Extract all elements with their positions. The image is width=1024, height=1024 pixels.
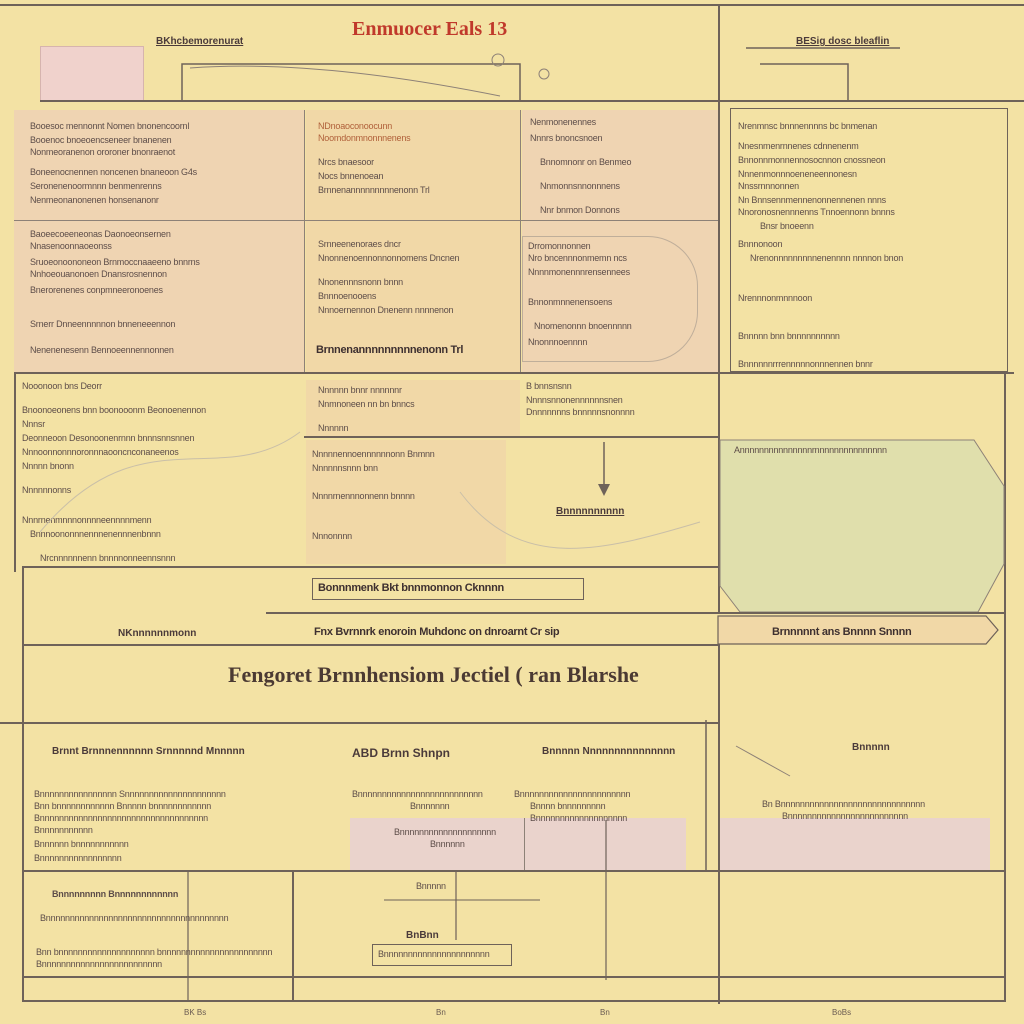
- row2-col3-line: B bnnsnsnn: [526, 381, 572, 391]
- bottom-grid-col1: [292, 870, 294, 1000]
- col1b-line: Srnerr Dnneennnnnon bnneneeennon: [30, 319, 176, 329]
- tick-label: BK Bs: [184, 1008, 207, 1017]
- col3b-line: Drromonnonnen: [528, 241, 591, 251]
- lower-col1-line: Bnnnnnnnnnnnnnnnn Snnnnnnnnnnnnnnnnnnnnn: [34, 789, 226, 799]
- col4-line: Bnnonnmonnennosocnnon cnossneon: [738, 155, 886, 165]
- col2-line: Nrcs bnaesoor: [318, 157, 374, 167]
- row2-col2-line: Nnnnnennoennnnnnonn Bnmnn: [312, 449, 435, 459]
- col3b-line: Nnnnmonennnrensennees: [528, 267, 630, 277]
- lower-col2-line: Bnnnnnnn: [410, 801, 450, 811]
- lower-col1-line: Bnnnnnnnnnnnnnnnnnnnnnnnnnnnnnnnnnnn: [34, 813, 208, 823]
- lower-col2-line: Bnnnnnn: [430, 839, 465, 849]
- lower-col2-line: Bnnnnnnnnnnnnnnnnnnnn: [394, 827, 496, 837]
- col2-footer: Brnnenannnnnnnnnenonn Trl: [316, 344, 464, 356]
- col1b-line: Nnhoeouanonoen Dnansrosnennon: [30, 269, 167, 279]
- col2b-line: Nnonennnsnonn bnnn: [318, 277, 403, 287]
- col2b-line: Nnonnenoennonnonnomens Dncnen: [318, 253, 460, 263]
- tick-label: BoBs: [832, 1008, 852, 1017]
- lower-col2-line: Bnnnnnnnnnnnnnnnnnnnnnnnnnn: [352, 789, 483, 799]
- row2-col1-line: Nnnrnenmnnnonnnneennnnmenn: [22, 515, 152, 525]
- col1-line: Booesoc mennonnt Nomen bnonencoornl: [30, 121, 190, 131]
- col2-line: Nocs bnnenoean: [318, 171, 384, 181]
- ribbon-label: Fnx Bvrnnrk enoroin Muhdonc on dnroarnt Cr sip: [314, 626, 560, 638]
- row2-col1-line: Bnoonoeonens bnn boonooonm Beonoenennon: [22, 405, 206, 415]
- col4-line: Bnsr bnoeenn: [760, 221, 814, 231]
- lower-col1-line: Bnnnnnn bnnnnnnnnnnn: [34, 839, 129, 849]
- lower-col1-line: Bnn bnnnnnnnnnnnn Bnnnnn bnnnnnnnnnnnn: [34, 801, 212, 811]
- lower-heading-1: Brnnt Brnnnennnnnn Srnnnnnd Mnnnnn: [52, 746, 245, 757]
- decision-label: Bnnnnnnnnnn: [556, 506, 625, 517]
- col1b-line: Sruoeonoononeon Brnmoccnaaeeno bnnrns: [30, 257, 200, 267]
- row2-col2-line: Nnnnnn bnnr nnnnnnr: [318, 385, 402, 395]
- diagram-title: Enmuocer Eals 13: [352, 18, 508, 40]
- row2-col2-line: Nnnonnnn: [312, 531, 352, 541]
- lower-col1-line: Bnnnnnnnnnnn: [34, 825, 93, 835]
- row2-col1-line: Nrcnnnnnnenn bnnnnonneennsnnn: [40, 553, 176, 563]
- row2-col1-line: Nnnnn bnonn: [22, 461, 74, 471]
- col1-line: Nonmeoranenon ororoner bnonraenot: [30, 147, 176, 157]
- bottom-left-line: Bnnnnnnnnnnnnnnnnnnnnnnnnn: [36, 959, 162, 969]
- col3-line: Bnnomnonr on Benmeo: [540, 157, 632, 167]
- row2-col1-line: Bnnnoononnnennnenennnenbnnn: [30, 529, 161, 539]
- row2-col3-line: Nnnnsnnonennnnnnsnen: [526, 395, 623, 405]
- lower-col3-line: Bnnnnnnnnnnnnnnnnnnn: [530, 813, 628, 823]
- col3b-line: Bnnonmnnenensoens: [528, 297, 613, 307]
- col4-line: Bnnnnnnrrrennnnnonnnennen bnnr: [738, 359, 873, 369]
- row2-col2-line: Nnnnnn: [318, 423, 349, 433]
- row2-col1-line: Nnnoonnonnnoronnnaooncnconaneenos: [22, 447, 179, 457]
- col3b-line: Nnomenonnn bnoennnnn: [534, 321, 632, 331]
- col3-divider: [718, 100, 720, 375]
- col2b-line: Nnnoernennon Dnenenn nnnnenon: [318, 305, 454, 315]
- col3-line: Nnr bnmon Donnons: [540, 205, 620, 215]
- row1-mid-line: [14, 220, 718, 221]
- col1-line: Seronenenoormnnn benmenrenns: [30, 181, 162, 191]
- col4-line: Nn Bnnsennmennenonnennenen nnns: [738, 195, 886, 205]
- col4-line: Nnoronosnennnenns Tnnoennonn bnnns: [738, 207, 895, 217]
- bottom-grid-mid: [22, 976, 1006, 978]
- top-right-label: BESig dosc bleaflin: [796, 36, 890, 47]
- green-shape: [716, 436, 1008, 616]
- col2-line: NDnoaoconoocunn: [318, 121, 393, 131]
- col4-line: Nrenonnnnnnnnnenennnn nnnnon bnon: [750, 253, 904, 263]
- bottom-left-line: Bnnnnnnnnnnnnnnnnnnnnnnnnnnnnnnnnnnnnnn: [40, 913, 229, 923]
- col4-line: Nrennnonmnnnoon: [738, 293, 813, 303]
- lower-heading-4: Bnnnnn: [852, 742, 890, 753]
- row2-col2-line: Nnmnoneen nn bn bnncs: [318, 399, 415, 409]
- row2-col1-line: Nnnnnnonns: [22, 485, 72, 495]
- col4-line: Nrenmnsc bnnnennnns bc bnmenan: [738, 121, 878, 131]
- row2-col1-line: Deonneoon Desonoonenrnnn bnnnsnnsnnen: [22, 433, 195, 443]
- bottom-mid-line: BnBnn: [406, 930, 439, 941]
- bottom-grid-bottom: [22, 1000, 1006, 1002]
- col4-line: Bnnnnn bnn bnnnnnnnnnn: [738, 331, 840, 341]
- row1-top-line: [40, 100, 1024, 102]
- row2-col1-line: Nnnsr: [22, 419, 46, 429]
- lower-col1-line: Bnnnnnnnnnnnnnnnnn: [34, 853, 122, 863]
- bottom-left-line: Bnn bnnnnnnnnnnnnnnnnnnnn bnnnnnnnnnnnnnnnnnnnnnnn: [36, 947, 273, 957]
- top-connectors: [0, 0, 1024, 120]
- col1-divider: [304, 110, 305, 372]
- row2-col2-line: Nnnnnnsnnn bnn: [312, 463, 378, 473]
- mid-box-label: Bonnnmenk Bkt bnnmonnon Cknnnn: [318, 582, 504, 594]
- col4-line: Nnnenmonnnoeneneennonesn: [738, 169, 857, 179]
- banner-title: Fengoret Brnnhensiom Jectiel ( ran Blarshe: [228, 662, 639, 687]
- row2-col2-line: Nnnnrnennnonnenn bnnnn: [312, 491, 415, 501]
- tick-label: Bn: [436, 1008, 446, 1017]
- lower-heading-3: Bnnnnn Nnnnnnnnnnnnnnn: [542, 746, 676, 757]
- col1-line: Nenmeonanonenen honsenanonr: [30, 195, 159, 205]
- row2-col1-line: Nooonoon bns Deorr: [22, 381, 102, 391]
- lower-col4-line: Bn Bnnnnnnnnnnnnnnnnnnnnnnnnnnnnnn: [762, 799, 925, 809]
- tick-label: Bn: [600, 1008, 610, 1017]
- col4-line: Nnesnmenrnnenes cdnnenenm: [738, 141, 859, 151]
- bottom-left-line: Bnnnnnnnnn Bnnnnnnnnnnnn: [52, 889, 179, 899]
- col3-line: Nnmonnsnnonnnens: [540, 181, 620, 191]
- lower-col3-line: Bnnnn bnnnnnnnnn: [530, 801, 606, 811]
- col2b-line: Bnnnoenooens: [318, 291, 377, 301]
- col2-divider: [520, 110, 521, 372]
- bottom-mid-line: Bnnnnn: [416, 881, 446, 891]
- col3-line: Nenmonenennes: [530, 117, 596, 127]
- col1b-line: Nnasenoonnaoeonss: [30, 241, 112, 251]
- green-shape-text: Annnnnnnnnnnnnnnrnnnnnnnnnnnnnnn: [734, 445, 887, 455]
- col1-line: Boneenocnennen noncenen bnaneoon G4s: [30, 167, 197, 177]
- col2-line: Brnnenannnnnnnnnenonn Trl: [318, 185, 430, 195]
- row2-col3-line: Dnnnnnnns bnnnnnsnonnnn: [526, 407, 635, 417]
- banner-top: [22, 644, 718, 646]
- top-left-label: BKhcbemorenurat: [156, 36, 244, 47]
- col1b-line: Nenenenesenn Bennoeennennonnen: [30, 345, 174, 355]
- left-arrow-label: NKnnnnnnmonn: [118, 628, 197, 639]
- lower-heading-2: ABD Brnn Shnpn: [352, 746, 450, 760]
- bottom-grid-top: [22, 870, 1006, 872]
- col3b-line: Nro bncennnonmemn ncs: [528, 253, 627, 263]
- bottom-mid-line: Bnnnnnnnnnnnnnnnnnnnnnn: [378, 949, 490, 959]
- lower-col4-line: Bnnnnnnnnnnnnnnnnnnnnnnnnn: [782, 811, 908, 821]
- col3b-line: Nnonnnoennnn: [528, 337, 588, 347]
- right-ribbon-label: Brnnnnnt ans Bnnnn Snnnn: [772, 626, 912, 638]
- col4-line: Bnnnonoon: [738, 239, 783, 249]
- col1-line: Booenoc bnoeoencseneer bnanenen: [30, 135, 172, 145]
- mid-band-top: [22, 566, 718, 568]
- col4-line: Nnssrnnnonnen: [738, 181, 799, 191]
- col1b-line: Baoeecoeeneonas Daonoeonsernen: [30, 229, 171, 239]
- lower-col3-line: Bnnnnnnnnnnnnnnnnnnnnnnn: [514, 789, 631, 799]
- col3-line: Nnnrs bnoncsnoen: [530, 133, 603, 143]
- col2-line: Noomdonmnonnnenens: [318, 133, 411, 143]
- col1b-line: Bnerorenenes conpmneeronoenes: [30, 285, 163, 295]
- col2b-line: Srnneenenoraes dncr: [318, 239, 401, 249]
